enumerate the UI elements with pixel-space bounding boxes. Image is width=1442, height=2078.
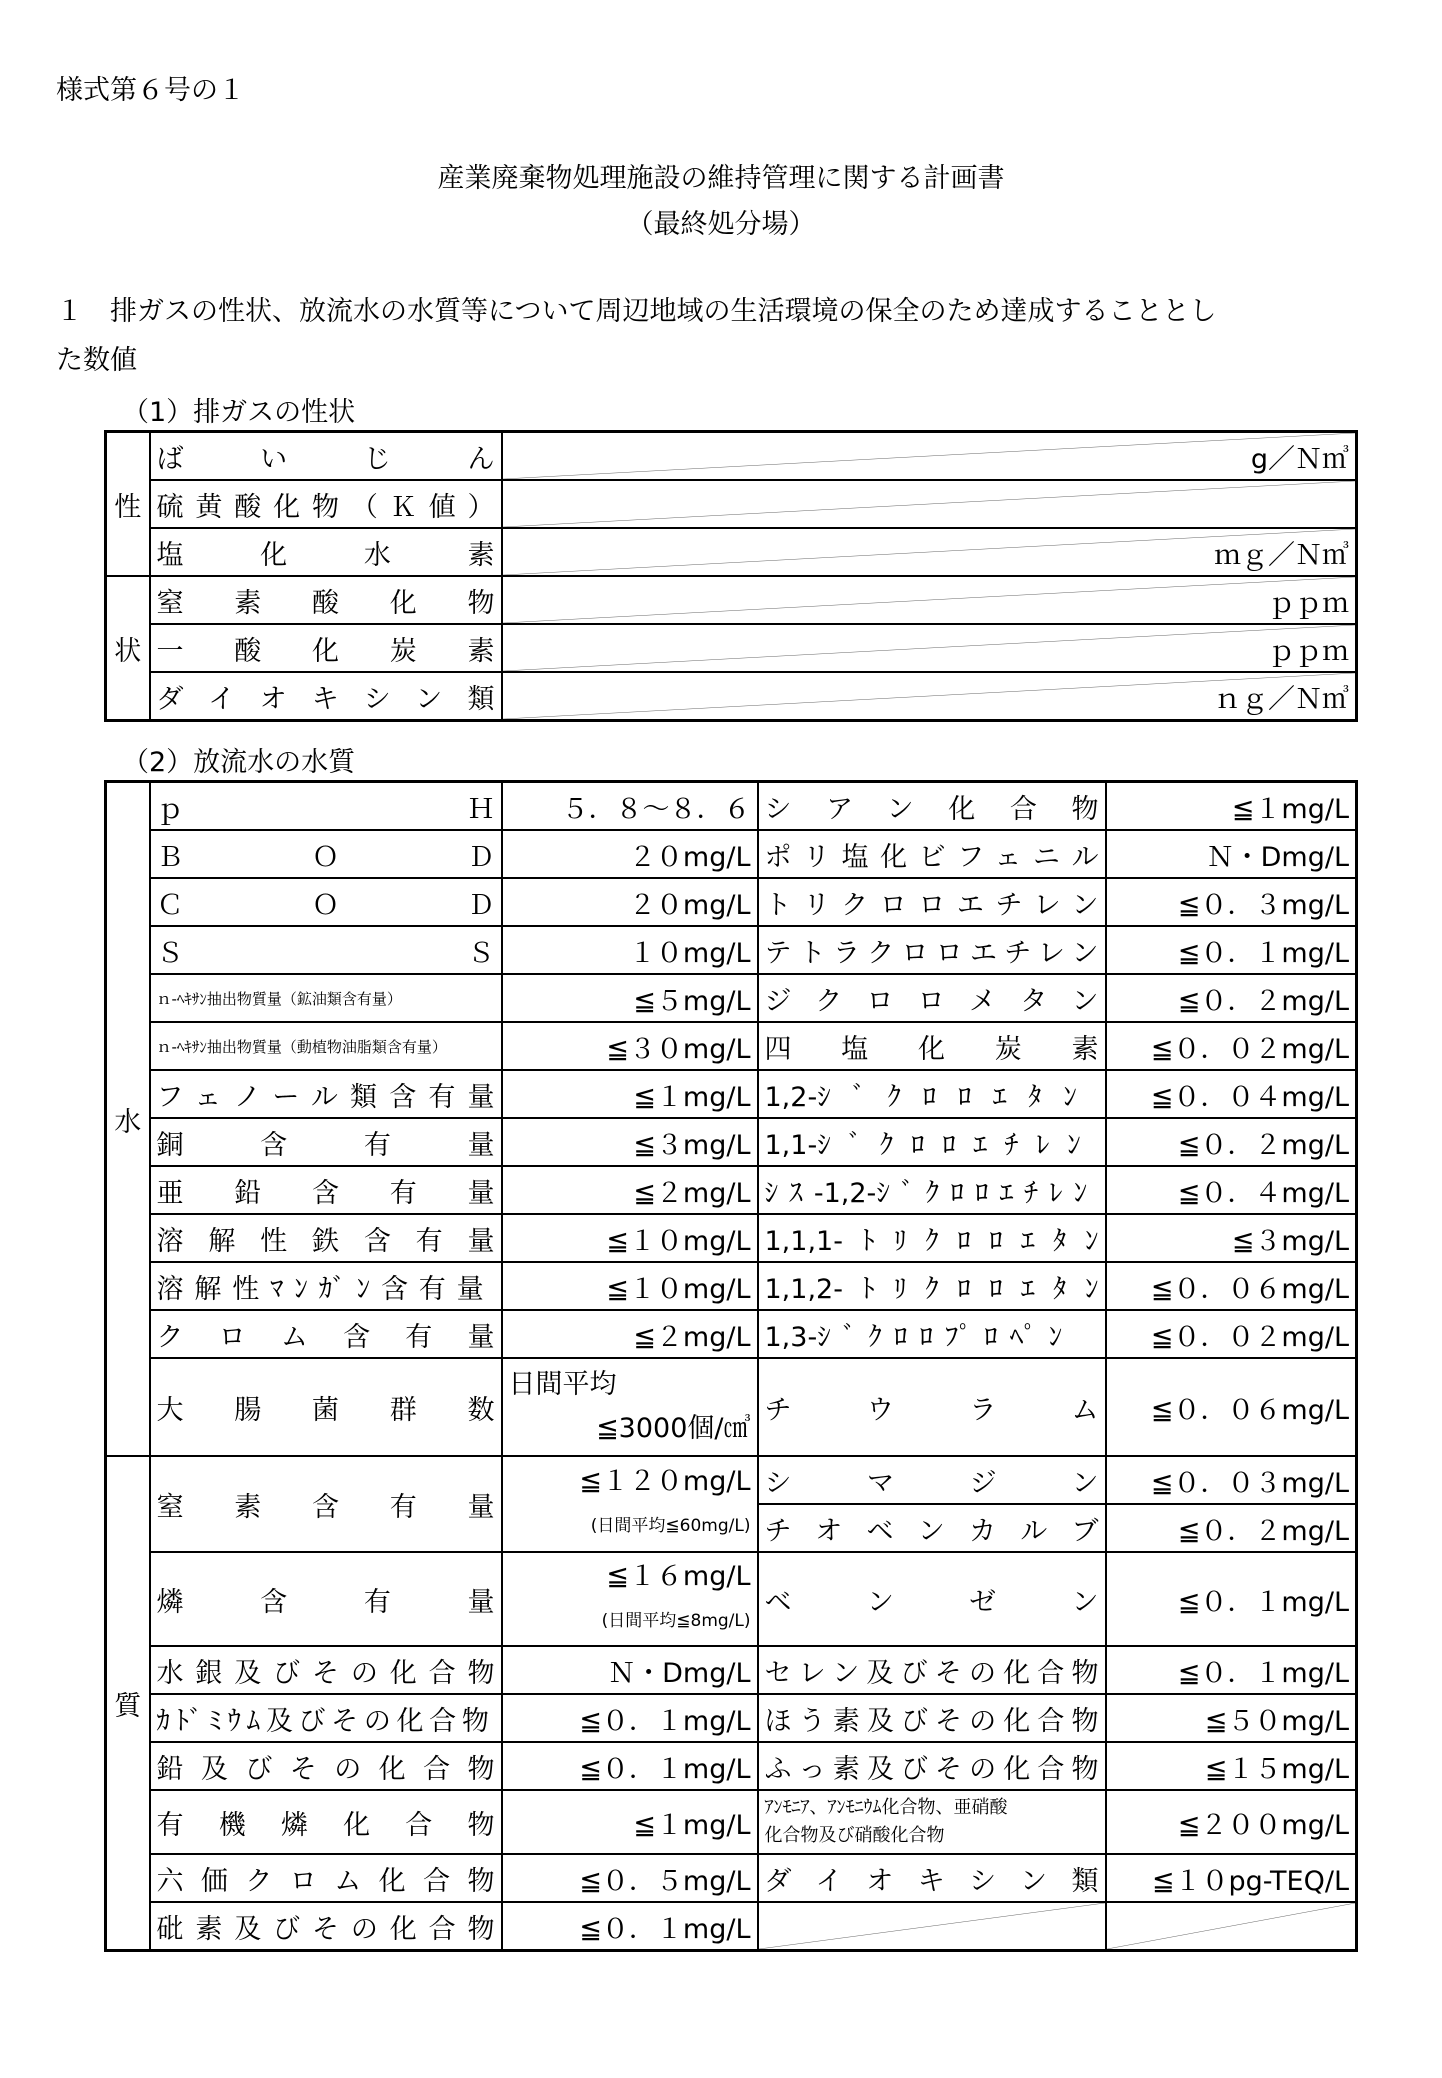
water-item-value[interactable]: ≦０．０６mg/L (1106, 1262, 1357, 1310)
water-item-value[interactable] (502, 1552, 758, 1646)
water-item-label: 1,2-ｼﾞｸﾛﾛｴﾀﾝ (758, 1070, 1106, 1118)
water-item-value[interactable]: ≦０．０４mg/L (1106, 1070, 1357, 1118)
water-item-value[interactable]: ≦０．３mg/L (1106, 878, 1357, 926)
gas-value-cell[interactable] (502, 672, 1357, 721)
water-item-value[interactable]: １０mg/L (502, 926, 758, 974)
water-row (106, 1262, 1357, 1310)
water-item-value[interactable]: ≦０．１mg/L (502, 1742, 758, 1790)
gas-unit: g／Ｎ㎥ (1250, 443, 1349, 475)
water-item-value[interactable]: ≦１mg/L (1106, 782, 1357, 831)
water-item-label: 四塩化炭素 (758, 1022, 1106, 1070)
document-title: 産業廃棄物処理施設の維持管理に関する計画書 (437, 163, 1005, 194)
water-row (106, 1790, 1357, 1854)
gas-subheading: （1）排ガスの性状 (122, 397, 356, 428)
gas-row (106, 432, 1357, 481)
water-item-label: 水銀及びその化合物 (150, 1646, 502, 1694)
gas-label: 窒素酸化物 (150, 576, 502, 624)
water-row (106, 782, 1357, 831)
water-item-label: ｎ-ﾍｷｻﾝ抽出物質量（動植物油脂類含有量） (150, 1022, 502, 1070)
gas-row (106, 576, 1357, 624)
gas-row (106, 528, 1357, 576)
water-item-value[interactable]: ≦０．１mg/L (1106, 1552, 1357, 1646)
gas-properties-table (104, 430, 1358, 722)
water-row (106, 1358, 1357, 1456)
value-line: (日間平均≦60mg/L) (590, 1516, 751, 1536)
water-item-label: 亜鉛含有量 (150, 1166, 502, 1214)
water-item-value[interactable]: ≦０．１mg/L (1106, 1646, 1357, 1694)
water-category-bottom: 質 (106, 1456, 150, 1951)
water-item-label (758, 1790, 1106, 1854)
water-item-label: 燐含有量 (150, 1552, 502, 1646)
water-item-label: ｼｽ-1,2-ｼﾞｸﾛﾛｴﾁﾚﾝ (758, 1166, 1106, 1214)
value-line: (日間平均≦8mg/L) (601, 1611, 751, 1631)
water-row (106, 1742, 1357, 1790)
water-item-label: 溶解性ﾏﾝｶﾞﾝ含有量 (150, 1262, 502, 1310)
gas-row (106, 480, 1357, 528)
water-row (106, 1902, 1357, 1951)
label-line: ｱﾝﾓﾆｱ、ｱﾝﾓﾆｳﾑ化合物、亜硝酸 (764, 1797, 1008, 1818)
section-heading: １ 排ガスの性状、放流水の水質等について周辺地域の生活環境の保全のため達成することとし (56, 296, 1217, 327)
water-item-value[interactable]: ≦１５mg/L (1106, 1742, 1357, 1790)
water-item-value[interactable]: ≦０．５mg/L (502, 1854, 758, 1902)
value-line: ≦１２０mg/L (579, 1466, 751, 1497)
water-item-value[interactable]: ≦０．１mg/L (1106, 926, 1357, 974)
water-item-value[interactable]: ≦０．０２mg/L (1106, 1310, 1357, 1358)
water-item-value[interactable]: ≦０．２mg/L (1106, 1504, 1357, 1552)
water-row (106, 830, 1357, 878)
water-row (106, 974, 1357, 1022)
water-row (106, 1214, 1357, 1262)
gas-row (106, 624, 1357, 672)
gas-value-cell[interactable] (502, 576, 1357, 624)
water-row (106, 1646, 1357, 1694)
water-item-label: 六価クロム化合物 (150, 1854, 502, 1902)
water-item-value[interactable]: ≦２mg/L (502, 1310, 758, 1358)
water-item-label: ほう素及びその化合物 (758, 1694, 1106, 1742)
water-item-label: 砒素及びその化合物 (150, 1902, 502, 1951)
water-item-label: 有機燐化合物 (150, 1790, 502, 1854)
gas-label: 硫黄酸化物（Ｋ値） (150, 480, 502, 528)
water-item-label: Ｃ Ｏ Ｄ (150, 878, 502, 926)
water-item-value[interactable]: ≦３０mg/L (502, 1022, 758, 1070)
gas-value-cell[interactable] (502, 480, 1357, 528)
gas-value-cell[interactable] (502, 528, 1357, 576)
water-item-value[interactable]: ≦０．１mg/L (502, 1902, 758, 1951)
document-subtitle: （最終処分場） (626, 209, 816, 240)
water-item-label: 1,1,1-ﾄﾘｸﾛﾛｴﾀﾝ (758, 1214, 1106, 1262)
gas-unit: ｐｐｍ (1268, 635, 1349, 667)
water-item-label: 銅含有量 (150, 1118, 502, 1166)
water-item-value[interactable]: ≦０．４mg/L (1106, 1166, 1357, 1214)
water-item-label: クロム含有量 (150, 1310, 502, 1358)
water-row (106, 1118, 1357, 1166)
water-item-label: 大腸菌群数 (150, 1358, 502, 1456)
water-item-value[interactable]: ≦３mg/L (502, 1118, 758, 1166)
water-item-label: 溶解性鉄含有量 (150, 1214, 502, 1262)
water-item-label: 鉛及びその化合物 (150, 1742, 502, 1790)
water-item-value[interactable]: ≦１mg/L (502, 1790, 758, 1854)
gas-unit: ｎｇ／Ｎ㎥ (1214, 683, 1349, 715)
water-item-value[interactable] (502, 1456, 758, 1552)
water-item-value[interactable]: ≦０．２mg/L (1106, 1118, 1357, 1166)
water-item-label: ダイオキシン類 (758, 1854, 1106, 1902)
water-item-label: ベンゼン (758, 1552, 1106, 1646)
gas-unit: ｍｇ／Ｎ㎥ (1214, 539, 1349, 571)
water-item-label: セレン及びその化合物 (758, 1646, 1106, 1694)
gas-row (106, 672, 1357, 721)
water-subheading: （2）放流水の水質 (122, 747, 356, 778)
water-row (106, 1070, 1357, 1118)
water-item-value[interactable]: ≦１０mg/L (502, 1214, 758, 1262)
gas-category-bottom: 状 (106, 576, 150, 721)
water-item-value[interactable]: ２０mg/L (502, 878, 758, 926)
gas-label: ダイオキシン類 (150, 672, 502, 721)
water-item-label: Ｓ Ｓ (150, 926, 502, 974)
water-item-label: シマジン (758, 1456, 1106, 1504)
water-item-label: 1,3-ｼﾞｸﾛﾛﾌﾟﾛﾍﾟﾝ (758, 1310, 1106, 1358)
section-heading-continued: た数値 (56, 345, 137, 376)
water-row (106, 1854, 1357, 1902)
water-item-value[interactable]: ２０mg/L (502, 830, 758, 878)
water-item-value[interactable] (502, 1358, 758, 1456)
water-item-label: 窒素含有量 (150, 1456, 502, 1552)
water-item-label: ｶﾄﾞﾐｳﾑ及びその化合物 (150, 1694, 502, 1742)
label-line: 化合物及び硝酸化合物 (764, 1825, 945, 1846)
water-item-label: フェノール類含有量 (150, 1070, 502, 1118)
gas-value-cell[interactable] (502, 432, 1357, 481)
water-item-value[interactable]: Ｎ・Dmg/L (1106, 830, 1357, 878)
form-number: 様式第６号の１ (56, 75, 245, 106)
value-line: ≦3000個/㎤ (596, 1413, 751, 1444)
water-item-value[interactable]: ≦３mg/L (1106, 1214, 1357, 1262)
water-row (106, 926, 1357, 974)
water-item-label: ｎ-ﾍｷｻﾝ抽出物質量（鉱油類含有量） (150, 974, 502, 1022)
gas-label: 塩化水素 (150, 528, 502, 576)
water-item-label: 1,1,2-ﾄﾘｸﾛﾛｴﾀﾝ (758, 1262, 1106, 1310)
water-item-label: ｐ Ｈ (150, 782, 502, 831)
water-item-value[interactable]: ≦０．２mg/L (1106, 974, 1357, 1022)
gas-category-top: 性 (106, 432, 150, 577)
water-item-value[interactable]: ≦５mg/L (502, 974, 758, 1022)
water-item-value[interactable]: ≦２００mg/L (1106, 1790, 1357, 1854)
water-item-value[interactable]: ≦１０mg/L (502, 1262, 758, 1310)
water-item-value[interactable]: ５．８～８．６ (502, 782, 758, 831)
water-item-value[interactable]: ≦０．０３mg/L (1106, 1456, 1357, 1504)
water-item-value[interactable]: ≦１０pg-TEQ/L (1106, 1854, 1357, 1902)
water-item-value[interactable]: Ｎ・Dmg/L (502, 1646, 758, 1694)
blank-cell (1106, 1902, 1357, 1951)
water-row (106, 878, 1357, 926)
water-row (106, 1166, 1357, 1214)
water-item-value[interactable]: ≦０．０２mg/L (1106, 1022, 1357, 1070)
water-row (106, 1694, 1357, 1742)
value-line: 日間平均 (508, 1369, 617, 1400)
water-item-label: 1,1-ｼﾞｸﾛﾛｴﾁﾚﾝ (758, 1118, 1106, 1166)
water-item-value[interactable]: ≦５０mg/L (1106, 1694, 1357, 1742)
water-item-value[interactable]: ≦０．０６mg/L (1106, 1358, 1357, 1456)
water-item-label: Ｂ Ｏ Ｄ (150, 830, 502, 878)
water-row (106, 1552, 1357, 1646)
water-item-label: ふっ素及びその化合物 (758, 1742, 1106, 1790)
water-item-label: ポリ塩化ビフェニル (758, 830, 1106, 878)
water-item-label: チオベンカルブ (758, 1504, 1106, 1552)
water-item-label: テトラクロロエチレン (758, 926, 1106, 974)
water-item-value[interactable]: ≦２mg/L (502, 1166, 758, 1214)
gas-label: ばいじん (150, 432, 502, 481)
gas-value-cell[interactable] (502, 624, 1357, 672)
gas-unit: ｐｐｍ (1268, 587, 1349, 619)
water-item-label: ジクロロメタン (758, 974, 1106, 1022)
water-category-top: 水 (106, 782, 150, 1457)
gas-label: 一酸化炭素 (150, 624, 502, 672)
water-item-label: シアン化合物 (758, 782, 1106, 831)
water-quality-table (104, 780, 1358, 1952)
water-row (106, 1456, 1357, 1504)
water-row (106, 1022, 1357, 1070)
water-item-label: トリクロロエチレン (758, 878, 1106, 926)
water-row (106, 1310, 1357, 1358)
water-item-value[interactable]: ≦０．１mg/L (502, 1694, 758, 1742)
blank-cell (758, 1902, 1106, 1951)
water-item-label: チウラム (758, 1358, 1106, 1456)
water-item-value[interactable]: ≦１mg/L (502, 1070, 758, 1118)
value-line: ≦１６mg/L (606, 1561, 751, 1592)
